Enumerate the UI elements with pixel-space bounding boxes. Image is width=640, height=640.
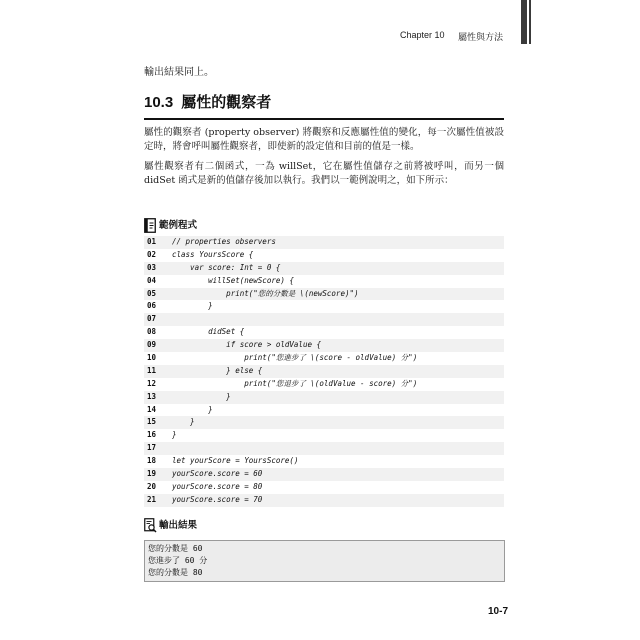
code-line — [144, 313, 504, 326]
code-line — [144, 468, 504, 481]
code-line — [144, 262, 504, 275]
line-number: 02 — [147, 249, 157, 259]
code-text: print("您進步了 \(score - oldValue) 分") — [172, 353, 418, 363]
code-text: // properties observers — [172, 237, 276, 246]
code-text: } — [172, 301, 213, 311]
line-number: 13 — [147, 391, 157, 401]
code-line — [144, 352, 504, 365]
output-label-text: 輸出結果 — [159, 520, 198, 531]
line-number: 08 — [147, 327, 157, 337]
code-line — [144, 236, 504, 249]
code-text: } else { — [172, 365, 263, 375]
code-line-background — [144, 313, 504, 326]
code-line — [144, 326, 504, 339]
code-line — [144, 494, 504, 507]
paragraph: 屬性觀察者有二個函式，一為 willSet，它在屬性值儲存之前將被呼叫，而另一個 didSet 函式是新的值儲存後加以執行。我們以一範例說明之，如下所示： — [144, 161, 504, 186]
code-line — [144, 249, 504, 262]
line-number: 16 — [147, 430, 157, 440]
paragraph: 屬性的觀察者 (property observer) 將觀察和反應屬性值的變化，每一次屬性值被設定時，將會呼叫屬性觀察者，即使新的設定值和目前的值是一樣。 — [144, 127, 504, 152]
line-number: 14 — [147, 404, 157, 414]
code-line — [144, 404, 504, 417]
code-text: yourScore.score = 60 — [172, 469, 263, 479]
output-magnifier-icon — [144, 518, 157, 533]
code-line — [144, 275, 504, 288]
code-line — [144, 481, 504, 494]
code-line — [144, 416, 504, 429]
code-document-icon — [144, 218, 157, 233]
code-text: } — [172, 391, 231, 401]
running-header — [380, 28, 540, 44]
line-number: 01 — [147, 237, 157, 246]
section-number: 10.3 — [144, 94, 174, 111]
code-line-background — [144, 442, 504, 455]
code-line-background — [144, 429, 504, 442]
code-text: if score > oldValue { — [172, 340, 322, 350]
code-line — [144, 339, 504, 352]
line-number: 04 — [147, 275, 157, 285]
code-line — [144, 455, 504, 468]
code-text: var score: Int = 0 { — [172, 262, 281, 272]
chapter-title: 屬性與方法 — [458, 33, 504, 43]
line-number: 10 — [147, 353, 157, 363]
line-number: 07 — [147, 314, 157, 324]
line-number: 20 — [147, 481, 157, 491]
output-line: 您的分數是 80 — [148, 568, 203, 577]
code-text: print("您退步了 \(oldValue - score) 分") — [172, 378, 418, 388]
chapter-label: Chapter 10 — [400, 30, 445, 40]
line-number: 11 — [147, 365, 157, 375]
intro-text: 輸出結果同上。 — [144, 67, 214, 78]
line-number: 21 — [147, 494, 157, 504]
line-number: 03 — [147, 262, 157, 272]
example-label — [144, 218, 344, 234]
line-number: 19 — [147, 469, 157, 479]
line-number: 05 — [147, 288, 157, 298]
example-label-text: 範例程式 — [159, 220, 198, 231]
code-line — [144, 429, 504, 442]
line-number: 15 — [147, 417, 157, 427]
code-text: let yourScore = YoursScore() — [172, 456, 299, 466]
output-line: 您的分數是 60 — [148, 544, 203, 553]
output-label — [144, 518, 344, 534]
code-text: yourScore.score = 70 — [172, 494, 263, 504]
section-title: 屬性的觀察者 — [181, 94, 272, 111]
page-number: 10-7 — [487, 606, 508, 617]
code-text: yourScore.score = 80 — [172, 481, 263, 491]
code-line — [144, 365, 504, 378]
code-line — [144, 442, 504, 455]
line-number: 17 — [147, 443, 157, 453]
code-text: willSet(newScore) { — [172, 275, 294, 285]
line-number: 09 — [147, 340, 157, 350]
code-text: } — [172, 417, 195, 427]
line-number: 12 — [147, 378, 157, 388]
code-listing — [144, 236, 504, 507]
code-line-background — [144, 416, 504, 429]
code-text: } — [172, 404, 213, 414]
output-line: 您進步了 60 分 — [148, 556, 208, 565]
line-number: 06 — [147, 301, 157, 311]
code-text: didSet { — [172, 327, 245, 337]
output-box — [144, 540, 505, 582]
code-text: class YoursScore { — [172, 249, 254, 259]
code-line — [144, 391, 504, 404]
code-line — [144, 288, 504, 301]
section-heading — [144, 92, 504, 120]
code-text: } — [172, 430, 177, 440]
code-line — [144, 378, 504, 391]
code-text: print("您的分數是 \(newScore)") — [172, 288, 359, 298]
code-line — [144, 300, 504, 313]
line-number: 18 — [147, 456, 157, 466]
